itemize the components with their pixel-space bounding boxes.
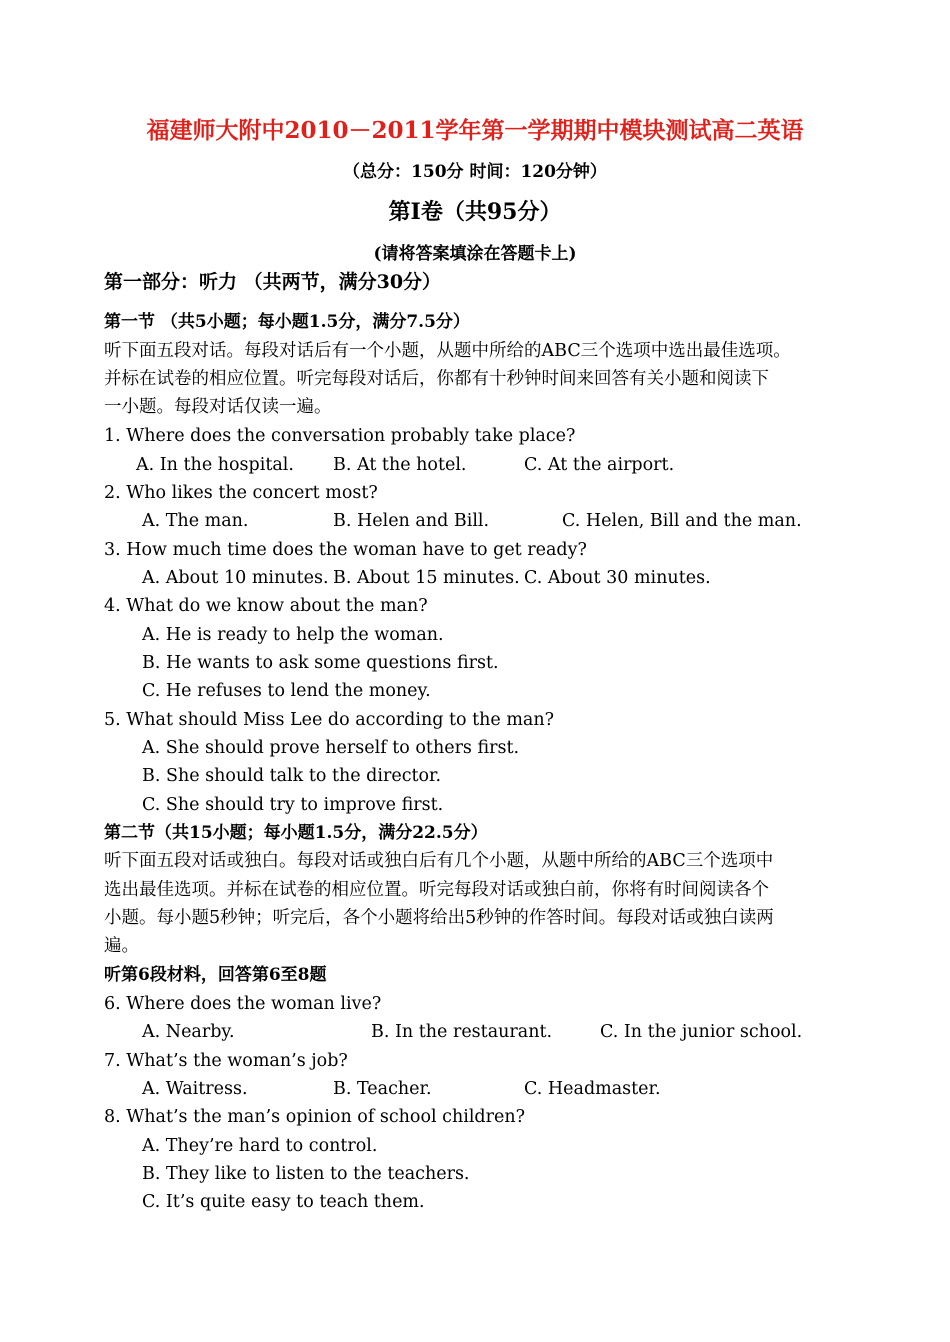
option-b: B. In the restaurant. bbox=[371, 1022, 553, 1042]
question-stem: 7. What’s the woman’s job? bbox=[104, 1051, 348, 1071]
option-c: C. He refuses to lend the money. bbox=[142, 681, 431, 701]
option-b: B. At the hotel. bbox=[333, 455, 467, 475]
option-a: A. He is ready to help the woman. bbox=[142, 625, 444, 645]
section2-instruction-line: 听下面五段对话或独白。每段对话或独白后有几个小题，从题中所给的ABC三个选项中 bbox=[104, 851, 774, 871]
question-stem: 3. How much time does the woman have to get ready? bbox=[104, 540, 587, 560]
section2-instruction-line: 遍。 bbox=[104, 936, 139, 956]
option-b: B. About 15 minutes. bbox=[333, 568, 520, 588]
material-heading: 听第6段材料，回答第6至8题 bbox=[104, 965, 327, 985]
volume-heading: 第I卷（共95分） bbox=[388, 199, 562, 225]
question-stem: 4. What do we know about the man? bbox=[104, 596, 428, 616]
option-a: A. The man. bbox=[142, 511, 249, 531]
exam-meta: （总分：150分 时间：120分钟） bbox=[343, 162, 607, 182]
option-a: A. Waitress. bbox=[142, 1079, 248, 1099]
option-c: C. Headmaster. bbox=[524, 1079, 661, 1099]
option-b: B. They like to listen to the teachers. bbox=[142, 1164, 470, 1184]
question-stem: 6. Where does the woman live? bbox=[104, 994, 382, 1014]
option-c: C. It’s quite easy to teach them. bbox=[142, 1192, 425, 1212]
option-b: B. He wants to ask some questions first. bbox=[142, 653, 499, 673]
question-stem: 5. What should Miss Lee do according to the man? bbox=[104, 710, 555, 730]
option-a: A. In the hospital. bbox=[136, 455, 294, 475]
question-stem: 2. Who likes the concert most? bbox=[104, 483, 378, 503]
question-stem: 8. What’s the man’s opinion of school children? bbox=[104, 1107, 525, 1127]
section1-heading: 第一节 （共5小题；每小题1.5分，满分7.5分） bbox=[104, 312, 470, 332]
option-a: A. They’re hard to control. bbox=[142, 1136, 378, 1156]
section2-heading: 第二节（共15小题；每小题1.5分，满分22.5分） bbox=[104, 823, 488, 843]
option-a: A. Nearby. bbox=[142, 1022, 235, 1042]
option-b: B. Teacher. bbox=[333, 1079, 432, 1099]
option-c: C. About 30 minutes. bbox=[524, 568, 711, 588]
option-c: C. At the airport. bbox=[524, 455, 675, 475]
answer-note: (请将答案填涂在答题卡上) bbox=[373, 244, 577, 264]
section1-instruction-line: 一小题。每段对话仅读一遍。 bbox=[104, 397, 332, 417]
option-c: C. Helen, Bill and the man. bbox=[562, 511, 802, 531]
option-c: C. In the junior school. bbox=[600, 1022, 803, 1042]
question-stem: 1. Where does the conversation probably take place? bbox=[104, 426, 576, 446]
part1-heading: 第一部分：听力 （共两节，满分30分） bbox=[104, 271, 442, 293]
section1-instruction-line: 听下面五段对话。每段对话后有一个小题，从题中所给的ABC三个选项中选出最佳选项。 bbox=[104, 341, 791, 361]
section2-instruction-line: 选出最佳选项。并标在试卷的相应位置。听完每段对话或独白前，你将有时间阅读各个 bbox=[104, 880, 769, 900]
exam-title: 福建师大附中2010－2011学年第一学期期中模块测试高二英语 bbox=[146, 117, 804, 144]
option-c: C. She should try to improve first. bbox=[142, 795, 444, 815]
section2-instruction-line: 小题。每小题5秒钟；听完后，各个小题将给出5秒钟的作答时间。每段对话或独白读两 bbox=[104, 908, 774, 928]
option-a: A. She should prove herself to others first. bbox=[142, 738, 520, 758]
option-b: B. She should talk to the director. bbox=[142, 766, 442, 786]
section1-instruction-line: 并标在试卷的相应位置。听完每段对话后，你都有十秒钟时间来回答有关小题和阅读下 bbox=[104, 369, 769, 389]
option-b: B. Helen and Bill. bbox=[333, 511, 490, 531]
option-a: A. About 10 minutes. bbox=[142, 568, 329, 588]
